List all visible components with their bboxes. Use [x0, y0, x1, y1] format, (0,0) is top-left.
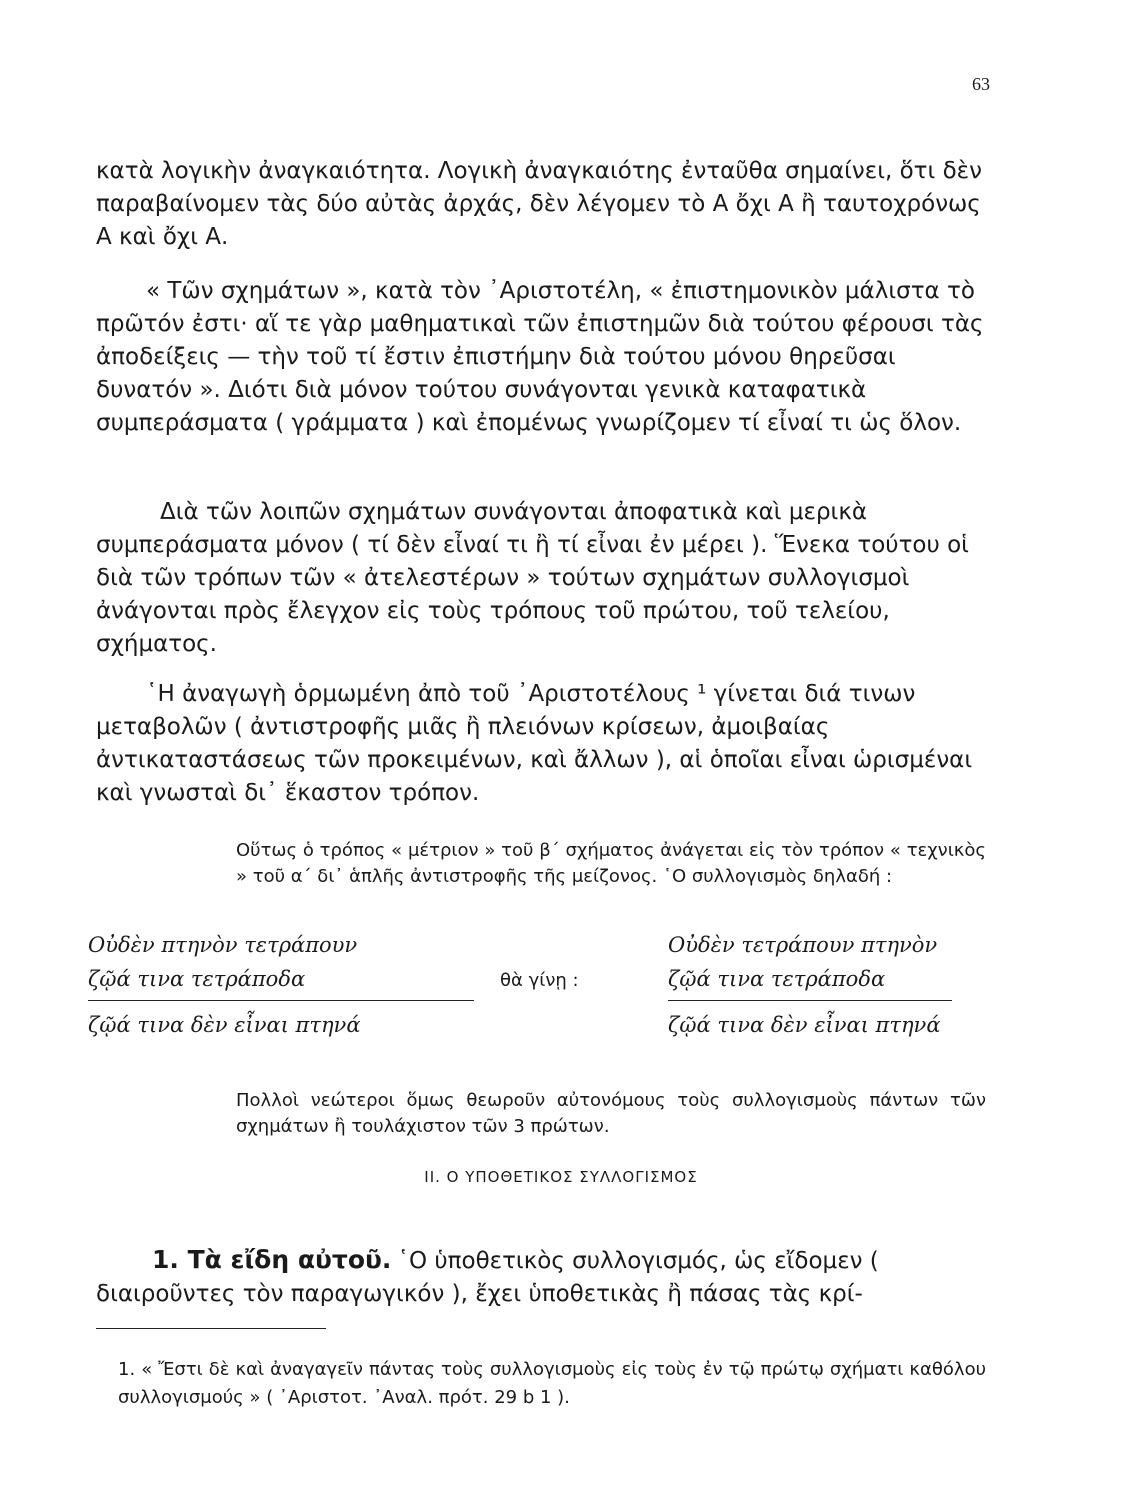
left-conclusion-rule — [88, 1000, 474, 1001]
section-heading: 1. Τὰ εἴδη αὐτοῦ. — [152, 1245, 392, 1274]
paragraph-hypothetical-types — [96, 1243, 986, 1311]
footnote-rule — [96, 1328, 326, 1329]
paragraph-reduction: ῾Η ἀναγωγὴ ὁρμωμένη ἀπὸ τοῦ ᾿Αριστοτέλους ¹ γίνεται διά τινων μεταβολῶν ( ἀντιστροφῆς μιᾶς ἢ πλειόνων κρίσεων, ἀμοιβαίας ἀντικαταστάσεως τῶν προκειμένων, καὶ ἄλλων ), αἱ ὁποῖαι εἶναι ὡρισμέναι καὶ γνωσταὶ δι᾿ ἕκαστον τρόπον. — [96, 681, 973, 806]
section-title: ΙΙ. Ο ΥΠΟΘΕΤΙΚΟΣ ΣΥΛΛΟΓΙΣΜΟΣ — [424, 1168, 698, 1186]
page-number: 63 — [972, 74, 990, 94]
connector-text: θὰ γίνῃ : — [500, 970, 579, 991]
left-major-premise: Οὐδὲν πτηνὸν τετράπουν — [88, 933, 358, 957]
paragraph-other-figures: Διὰ τῶν λοιπῶν σχημάτων συνάγονται ἀποφατικὰ καὶ μερικὰ συμπεράσματα μόνον ( τί δὲν εἶναί τι ἢ τί εἶναι ἐν μέρει ). Ἕνεκα τούτου οἱ διὰ τῶν τρόπων τῶν « ἀτελεστέρων » τούτων σχημάτων συλλογισμοὶ ἀνάγονται πρὸς ἔλεγχον εἰς τοὺς τρόπους τοῦ πρώτου, τοῦ τελείου, σχήματος. — [96, 499, 969, 657]
right-conclusion-rule — [668, 1000, 952, 1001]
syllogism-example — [88, 930, 968, 1050]
note-modern-view: Πολλοὶ νεώτεροι ὅμως θεωροῦν αὐτονόμους τοὺς συλλογισμοὺς πάντων τῶν σχημάτων ἢ τουλάχιστον τῶν 3 πρώτων. — [236, 1090, 986, 1137]
footnote: 1. « Ἔστι δὲ καὶ ἀναγαγεῖν πάντας τοὺς συλλογισμοὺς εἰς τοὺς ἐν τῷ πρώτῳ σχήματι καθόλου συλλογισμούς » ( ᾿Αριστοτ. ᾿Αναλ. πρότ. 29 b 1 ). — [118, 1359, 986, 1408]
left-conclusion: ζῷά τινα δὲν εἶναι πτηνά — [88, 1013, 361, 1037]
right-major-premise: Οὐδὲν τετράπουν πτηνὸν — [668, 933, 938, 957]
right-conclusion: ζῷά τινα δὲν εἶναι πτηνά — [668, 1013, 941, 1037]
right-minor-premise: ζῷά τινα τετράποδα — [668, 967, 886, 991]
note-example-intro: Οὕτως ὁ τρόπος « μέτριον » τοῦ β΄ σχήματος ἀνάγεται εἰς τὸν τρόπον « τεχνικὸς » τοῦ α΄ δι᾿ ἁπλῆς ἀντιστροφῆς τῆς μείζονος. ῾Ο συλλογισμὸς δηλαδή : — [236, 840, 986, 887]
left-minor-premise: ζῷά τινα τετράποδα — [88, 967, 306, 991]
paragraph-aristotle-first-figure: « Τῶν σχημάτων », κατὰ τὸν ᾿Αριστοτέλη, « ἐπιστημονικὸν μάλιστα τὸ πρῶτόν ἐστι· αἵ τε γὰρ μαθηματικαὶ τῶν ἐπιστημῶν διὰ τούτου φέρουσι τὰς ἀποδείξεις — τὴν τοῦ τί ἔστιν ἐπιστήμην διὰ τούτου μόνου θηρεῦσαι δυνατόν ». Διότι διὰ μόνον τούτου συνάγονται γενικὰ καταφατικὰ συμπεράσματα ( γράμματα ) καὶ ἐπομένως γνωρίζομεν τί εἶναί τι ὡς ὅλον. — [96, 278, 984, 436]
paragraph-logical-necessity: κατὰ λογικὴν ἀναγκαιότητα. Λογικὴ ἀναγκαιότης ἐνταῦθα σημαίνει, ὅτι δὲν παραβαίνομεν τὰς δύο αὐτὰς ἀρχάς, δὲν λέγομεν τὸ Α ὄχι Α ἢ ταυτοχρόνως Α καὶ ὄχι Α. — [96, 158, 982, 250]
section-text: ῾Ο ὑποθετικὸς συλλογισμός, ὡς εἴδομεν ( διαιροῦντες τὸν παραγωγικόν ), ἔχει ὑποθετικὰς ἢ πάσας τὰς κρί- — [96, 1248, 879, 1307]
